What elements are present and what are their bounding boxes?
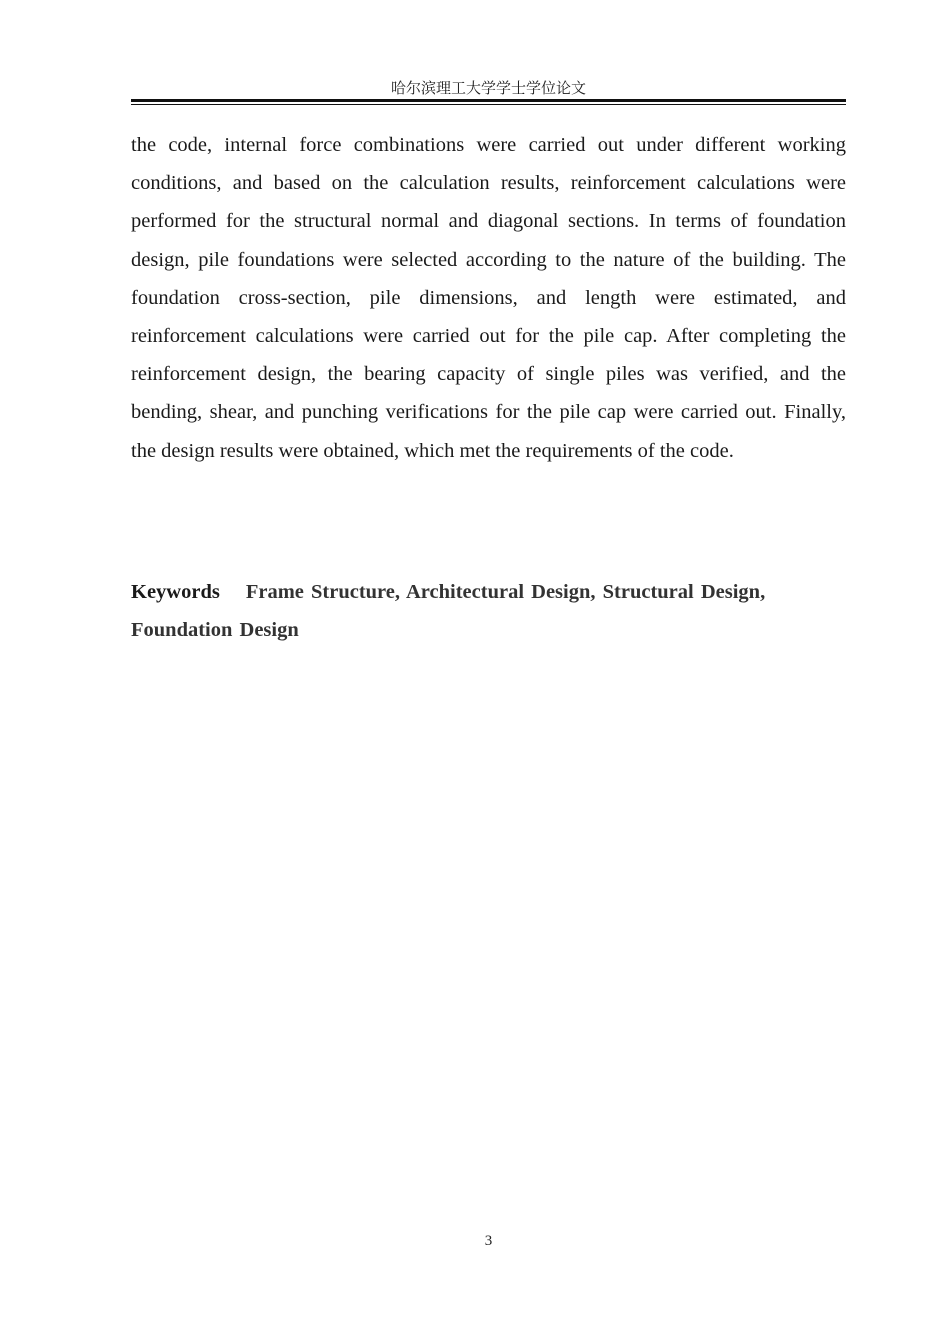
header-rule-thick <box>131 99 846 102</box>
header-rule-thin <box>131 104 846 105</box>
keywords-label: Keywords <box>131 581 220 603</box>
keywords-list: Frame Structure, Architectural Design, Structural Design, Foundation Design <box>131 581 766 641</box>
keywords-line <box>131 573 846 649</box>
page-number: 3 <box>484 1233 493 1249</box>
page-header-title: 哈尔滨理工大学学士学位论文 <box>390 81 586 97</box>
abstract-paragraph: the code, internal force combinations were carried out under different working conditions, and based on the calculation results, reinforcement calculations were performed for the structural normal and diagonal sections. In terms of foundation design, pile foundations were selected according to the nature of the building. The foundation cross-section, pile dimensions, and length were estimated, and reinforcement calculations were carried out for the pile cap. After completing the reinforcement design, the bearing capacity of single piles was verified, and the bending, shear, and punching verifications for the pile cap were carried out. Finally, the design results were obtained, which met the requirements of the code. <box>131 134 846 462</box>
